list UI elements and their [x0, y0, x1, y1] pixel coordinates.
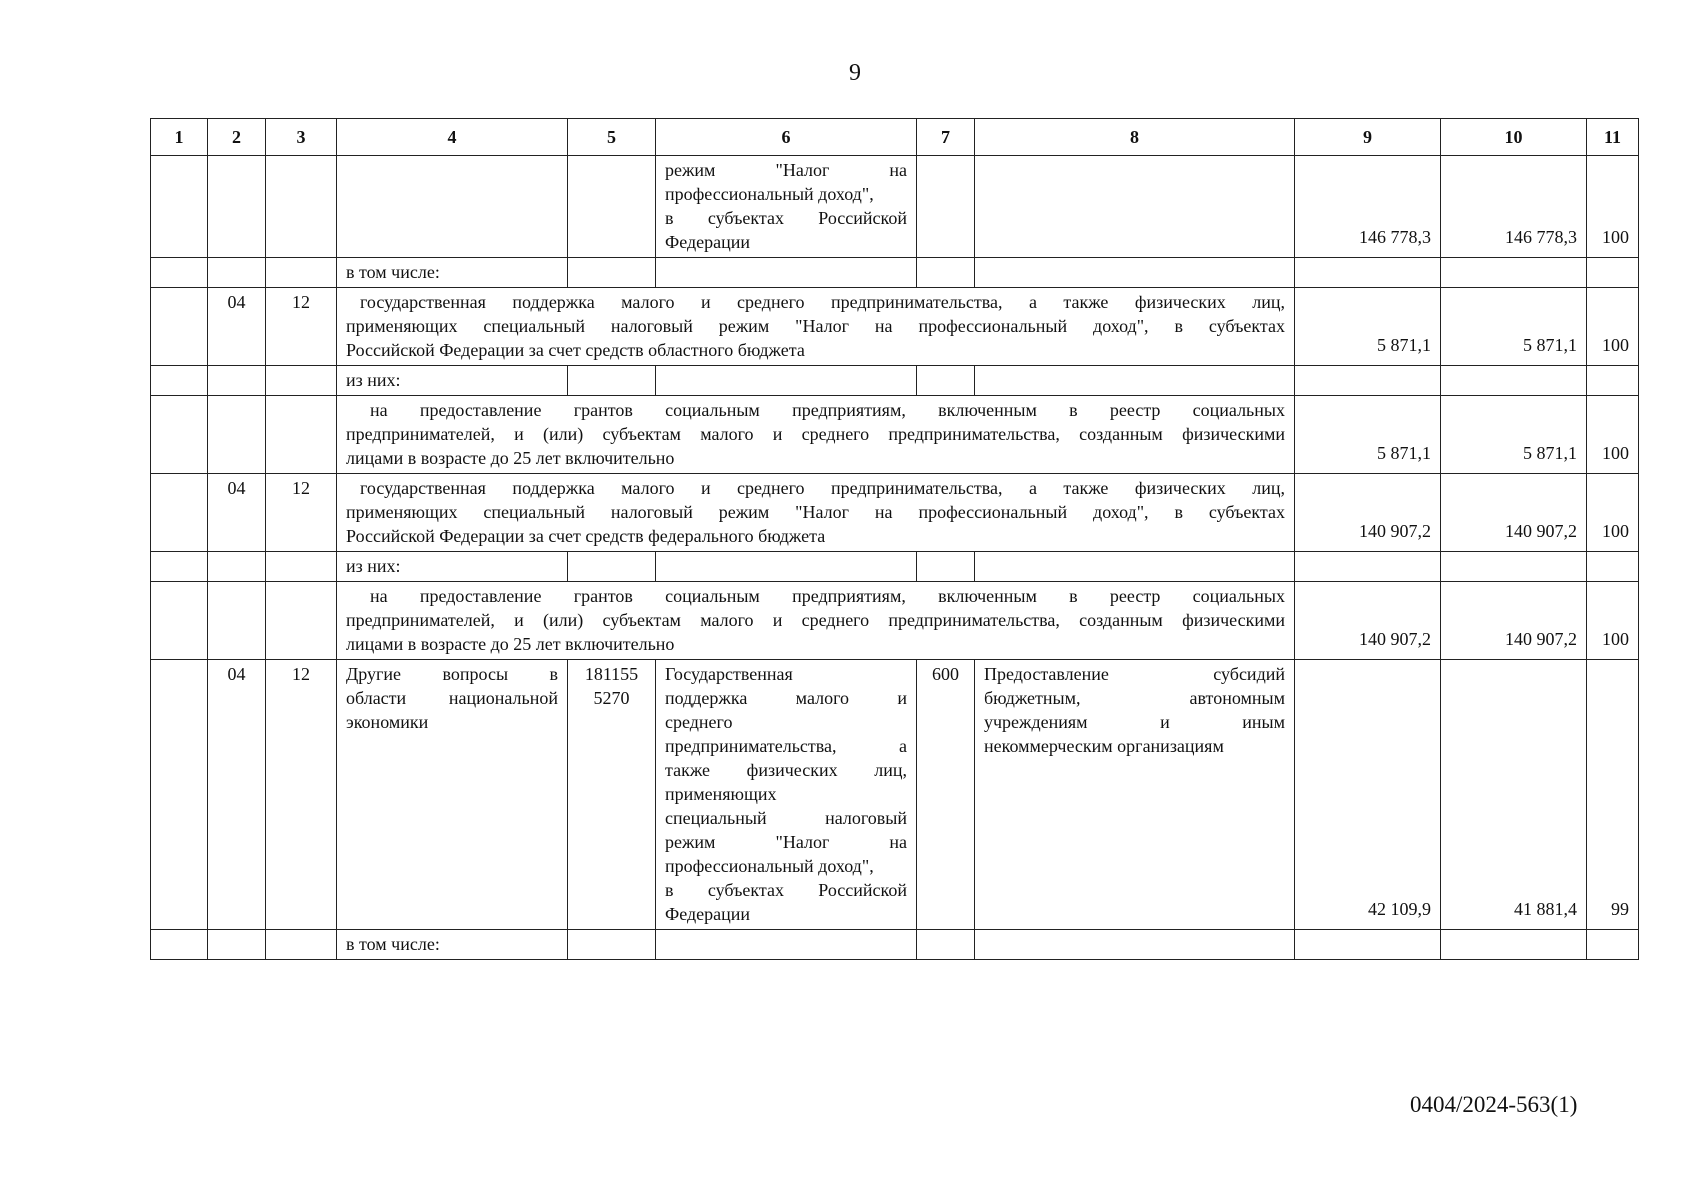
table-row	[151, 582, 1639, 660]
row-label: из них:	[337, 366, 568, 396]
table-row	[151, 930, 1639, 960]
section-code: 04	[208, 474, 266, 552]
amount-actual: 146 778,3	[1441, 156, 1587, 258]
amount-planned: 42 109,9	[1295, 660, 1441, 930]
subsection-code: 12	[266, 474, 337, 552]
percent-cell: 100	[1587, 474, 1639, 552]
subsection-code: 12	[266, 660, 337, 930]
merged-description-cell: государственная поддержка малого и среднего предпринимательства, а также физических лиц, применяющих специальный налоговый режим "Налог на профессиональный доход", в субъектах Российской Федерации за счет средств областного бюджета	[337, 288, 1295, 366]
percent-cell: 100	[1587, 288, 1639, 366]
amount-actual: 41 881,4	[1441, 660, 1587, 930]
table-row	[151, 288, 1639, 366]
section-name-cell: Другие вопросы в области национальной экономики	[337, 660, 568, 930]
amount-planned: 140 907,2	[1295, 474, 1441, 552]
description-cell: Государственная поддержка малого и среднего предпринимательства, а также физических лиц, применяющих специальный налоговый режим "Налог на профессиональный доход", в субъектах Российской Федерации	[656, 660, 917, 930]
header-col-1: 1	[151, 119, 208, 156]
table-row	[151, 396, 1639, 474]
subsection-code: 12	[266, 288, 337, 366]
header-col-5: 5	[568, 119, 656, 156]
table-row	[151, 474, 1639, 552]
amount-actual: 5 871,1	[1441, 396, 1587, 474]
percent-cell: 100	[1587, 582, 1639, 660]
description-cell: режим "Налог на профессиональный доход", в субъектах Российской Федерации	[656, 156, 917, 258]
amount-actual: 5 871,1	[1441, 288, 1587, 366]
row-label: из них:	[337, 552, 568, 582]
row-label: в том числе:	[337, 930, 568, 960]
amount-planned: 5 871,1	[1295, 288, 1441, 366]
header-col-2: 2	[208, 119, 266, 156]
percent-cell: 99	[1587, 660, 1639, 930]
table-row	[151, 552, 1639, 582]
amount-planned: 5 871,1	[1295, 396, 1441, 474]
table-row	[151, 156, 1639, 258]
header-col-4: 4	[337, 119, 568, 156]
amount-planned: 146 778,3	[1295, 156, 1441, 258]
row-label: в том числе:	[337, 258, 568, 288]
header-col-7: 7	[917, 119, 975, 156]
table-header-row	[151, 119, 1639, 156]
budget-table	[150, 118, 1639, 960]
header-col-9: 9	[1295, 119, 1441, 156]
header-col-3: 3	[266, 119, 337, 156]
table-row	[151, 660, 1639, 930]
target-article-code: 181155 5270	[568, 660, 656, 930]
document-code: 0404/2024-563(1)	[1410, 1092, 1578, 1117]
expense-type-name: Предоставление субсидий бюджетным, автономным учреждениям и иным некоммерческим организациям	[975, 660, 1295, 930]
section-code: 04	[208, 660, 266, 930]
header-col-10: 10	[1441, 119, 1587, 156]
expense-type-code: 600	[917, 660, 975, 930]
merged-description-cell: на предоставление грантов социальным предприятиям, включенным в реестр социальных предпринимателей, и (или) субъектам малого и среднего предпринимательства, созданным физическими лицами в возрасте до 25 лет включительно	[337, 396, 1295, 474]
amount-actual: 140 907,2	[1441, 582, 1587, 660]
header-col-8: 8	[975, 119, 1295, 156]
amount-planned: 140 907,2	[1295, 582, 1441, 660]
header-col-11: 11	[1587, 119, 1639, 156]
table-row	[151, 366, 1639, 396]
page-number: 9	[849, 60, 861, 86]
header-col-6: 6	[656, 119, 917, 156]
table-row	[151, 258, 1639, 288]
merged-description-cell: государственная поддержка малого и среднего предпринимательства, а также физических лиц, применяющих специальный налоговый режим "Налог на профессиональный доход", в субъектах Российской Федерации за счет средств федерального бюджета	[337, 474, 1295, 552]
merged-description-cell: на предоставление грантов социальным предприятиям, включенным в реестр социальных предпринимателей, и (или) субъектам малого и среднего предпринимательства, созданным физическими лицами в возрасте до 25 лет включительно	[337, 582, 1295, 660]
section-code: 04	[208, 288, 266, 366]
percent-cell: 100	[1587, 396, 1639, 474]
percent-cell: 100	[1587, 156, 1639, 258]
amount-actual: 140 907,2	[1441, 474, 1587, 552]
